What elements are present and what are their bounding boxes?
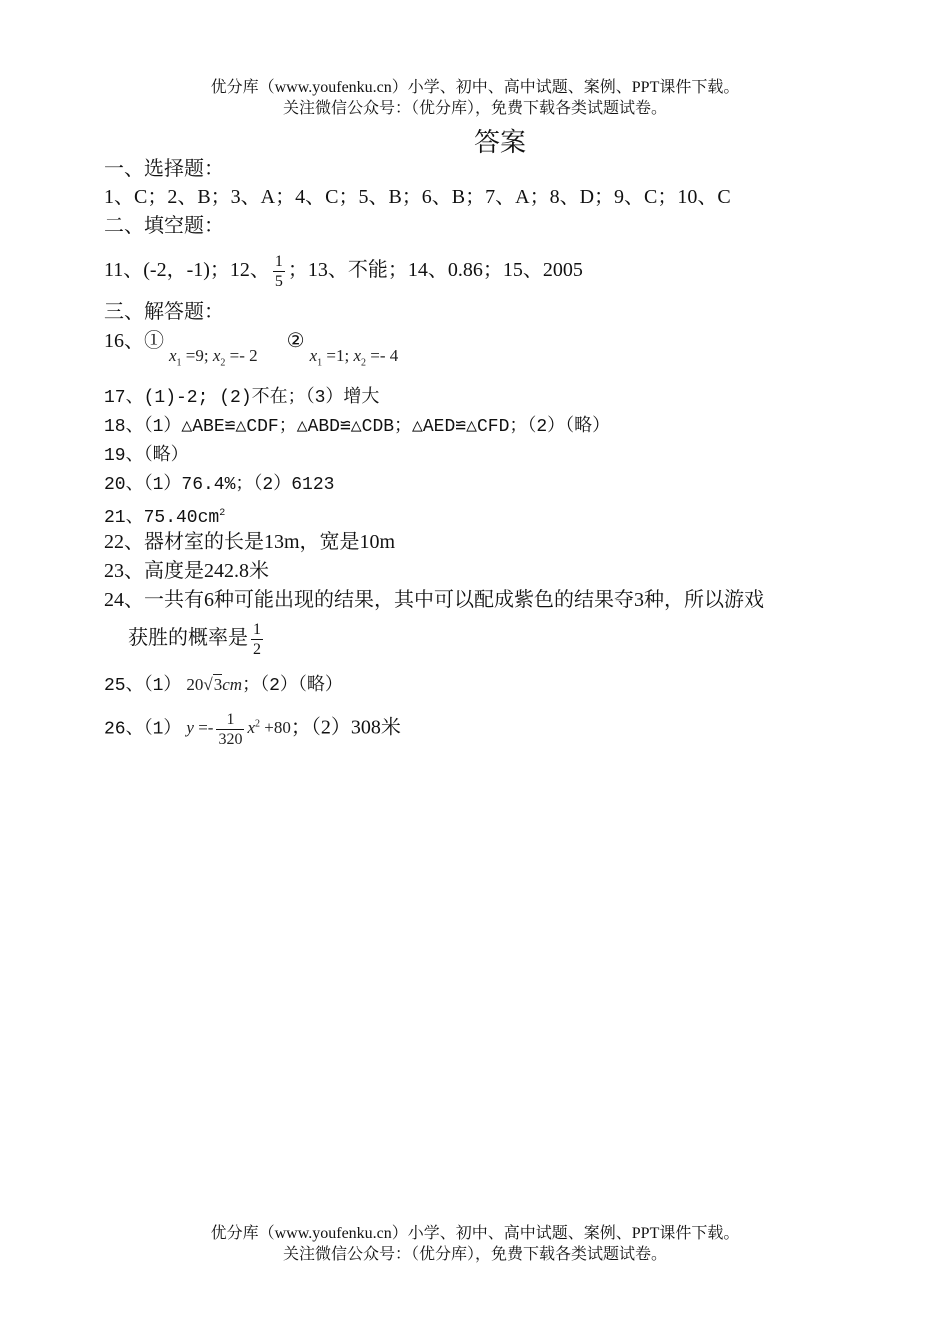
answer-22: 22、器材室的长是13m，宽是10m xyxy=(104,531,396,553)
formula-16-part1: x1 =9; x2 =- 2 xyxy=(169,346,258,369)
answer-26-suffix: ；（2）308米 xyxy=(290,716,401,739)
answer-24-text: 获胜的概率是 xyxy=(128,627,248,650)
fraction-12-numerator: 1 xyxy=(274,253,283,270)
section-multiple-choice: 一、选择题： xyxy=(104,158,224,180)
footer-line-2: 关注微信公众号：（优分库），免费下载各类试题试卷。 xyxy=(282,1246,667,1263)
page-title: 答案 xyxy=(473,128,526,157)
answers-multiple-choice: 1、C；2、B；3、A；4、C；5、B；6、B；7、A；8、D；9、C；10、C xyxy=(104,186,731,208)
formula-26: y =- $\frac{1}{320}$ $x^2 +80$ xyxy=(186,711,291,748)
fraction-24-numerator: 1 xyxy=(253,621,261,638)
answers-fill-blank xyxy=(104,252,583,291)
answer-11-12-text: 11、(-2，-1)；12、 xyxy=(104,259,270,282)
answer-19: 19、（略） xyxy=(104,446,189,466)
answer-24-line-1: 24、一共有6种可能出现的结果，其中可以配成紫色的结果夺3种，所以游戏 xyxy=(104,589,764,611)
answer-18: 18、（1）△ABE≌△CDF；△ABD≌△CDB；△AED≌△CFD；（2）（略） xyxy=(104,417,611,437)
fraction-24 xyxy=(251,620,263,659)
answer-23: 23、高度是242.8米 xyxy=(104,560,269,582)
answer-21 xyxy=(104,501,225,531)
section-solutions: 三、解答题： xyxy=(104,301,224,323)
answer-21-superscript: 2 xyxy=(219,508,226,519)
answer-25 xyxy=(104,671,343,699)
header-line-1: 优分库（www.youfenku.cn）小学、初中、高中试题、案例、PPT课件下载。 xyxy=(210,79,740,96)
fraction-24-denominator: 2 xyxy=(253,641,261,658)
fraction-12-denominator: 5 xyxy=(274,273,283,290)
fraction-26-numerator: 1 xyxy=(216,710,244,730)
section-fill-blank: 二、填空题： xyxy=(104,215,224,237)
fraction-26-denominator: 320 xyxy=(218,731,243,748)
answer-25-suffix: ；（2）（略） xyxy=(242,676,343,696)
answer-16-label: 16、① xyxy=(104,330,164,352)
answer-17: 17、(1)-2; (2)不在；（3）增大 xyxy=(104,388,380,408)
answer-20: 20、（1）76.4%；（2）6123 xyxy=(104,475,335,495)
answer-16-circle-2: ② xyxy=(286,330,305,352)
answer-21-text: 21、75.40cm xyxy=(104,508,220,528)
header-line-2: 关注微信公众号：（优分库），免费下载各类试题试卷。 xyxy=(282,100,667,117)
fraction-26 xyxy=(216,710,244,749)
answer-24-line-2 xyxy=(128,620,266,659)
fraction-12 xyxy=(273,252,285,291)
footer-line-1: 优分库（www.youfenku.cn）小学、初中、高中试题、案例、PPT课件下载。 xyxy=(210,1225,740,1242)
answer-13-15-text: ；13、不能；14、0.86；15、2005 xyxy=(287,259,583,282)
formula-16-part2: x1 =1; x2 =- 4 xyxy=(309,346,399,369)
answer-25-prefix: 25、（1） xyxy=(104,676,182,696)
answer-26 xyxy=(104,710,401,749)
answer-16 xyxy=(104,328,399,369)
answer-26-prefix: 26、（1） xyxy=(104,719,182,740)
formula-25: 20√3cm xyxy=(186,675,243,694)
